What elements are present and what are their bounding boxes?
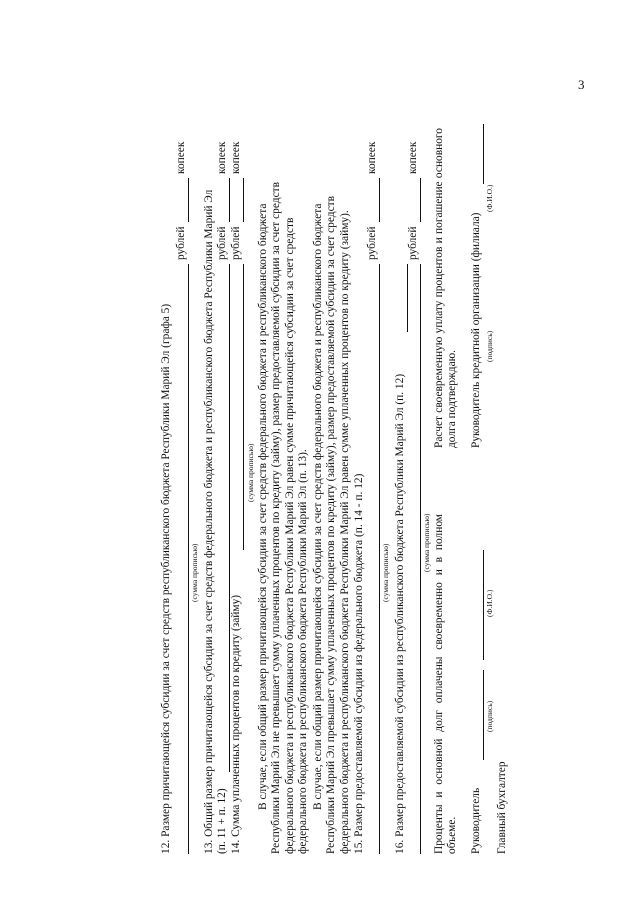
item-16-kopecks: копеек bbox=[407, 141, 419, 174]
rule-paragraph-1 bbox=[257, 134, 311, 854]
item-13-rubles: рублей bbox=[216, 226, 228, 260]
rotated-form-sheet bbox=[150, 112, 494, 872]
item-12-rubles: рублей bbox=[175, 226, 187, 260]
para2-line: В случае, если общий размер причитающейся субсидии за счет средств федерального бюджета и республиканского бюджета bbox=[312, 203, 324, 810]
item-15-line bbox=[379, 264, 380, 854]
item-15-label: 15. Размер предоставляемой субсидии из федерального бюджета (п. 14 - п. 12) bbox=[353, 473, 365, 854]
para2-line: Республики Марий Эл превышает сумму уплаченных процентов по кредиту (займу), размер предоставляемой субсидии за счет средств bbox=[325, 196, 338, 854]
item-14-label: 14. Сумма уплаченных процентов по кредиту (займу) bbox=[230, 594, 242, 854]
item-13-kopecks-line bbox=[229, 178, 230, 222]
para1-line: федерального бюджета и республиканского бюджета Республики Марий Эл равен сумме причитающейся субсидии за счет средств bbox=[283, 217, 296, 854]
item-15-kopecks-line bbox=[379, 178, 380, 222]
left-statement: Проценты и основной долг оплачены своевременно и в полном объеме. bbox=[433, 514, 459, 854]
para1-line: В случае, если общий размер причитающейся субсидии за счет средств федерального бюджета и республиканского бюджета bbox=[257, 203, 269, 810]
right-head-line bbox=[483, 124, 484, 184]
item-16-line-a bbox=[407, 264, 408, 332]
item-12-kopecks-line bbox=[188, 178, 189, 222]
right-statement: Расчет своевременную уплату процентов и погашение основного долга подтверждаю. bbox=[433, 128, 459, 448]
item-13-kopecks: копеек bbox=[216, 141, 228, 174]
para1-line: Республики Марий Эл не превышает сумму уплаченных процентов по кредиту (займу), размер предоставляемой субсидии за счет средств bbox=[270, 182, 283, 854]
item-15-kopecks: копеек bbox=[366, 141, 378, 174]
item-16-rubles: рублей bbox=[407, 226, 419, 260]
item-16-line-b bbox=[420, 264, 421, 854]
right-head-label: Руководитель кредитной организации (филиала) bbox=[470, 212, 482, 448]
item-13-formula: (п. 11 + п. 12) bbox=[216, 788, 228, 854]
left-head-fio-caption: (Ф.И.О.) bbox=[485, 589, 494, 617]
item-14-line bbox=[243, 264, 244, 550]
item-14-kopecks: копеек bbox=[230, 141, 242, 174]
item-14-rubles: рублей bbox=[230, 226, 242, 260]
item-12-kopecks: копеек bbox=[175, 141, 187, 174]
right-head-fio-caption: (Ф.И.О.) bbox=[485, 184, 494, 212]
item-15-rubles: рублей bbox=[366, 226, 378, 260]
item-12-caption: (сумма прописью) bbox=[190, 543, 199, 602]
item-14-kopecks-line bbox=[243, 178, 244, 222]
left-head-fio-line bbox=[483, 550, 484, 660]
page-number: 3 bbox=[578, 77, 585, 92]
para1-line: федерального бюджета и республиканского бюджета Республики Марий Эл (п. 13). bbox=[297, 449, 310, 854]
item-12-label: 12. Размер причитающейся субсидии за счет средств республиканского бюджета Республики Марий Эл (графа 5) bbox=[160, 303, 172, 854]
item-16-label: 16. Размер предоставляемой субсидии из республиканского бюджета Республики Марий Эл (п. 12) bbox=[394, 373, 406, 854]
left-head-signature-caption: (подпись) bbox=[485, 700, 494, 732]
right-head-signature-caption: (подпись) bbox=[485, 330, 494, 362]
item-13-label: 13. Общий размер причитающейся субсидии за счет средств федерального бюджета и республиканского бюджета Республики Марий Эл bbox=[203, 189, 215, 854]
left-head-signature-line bbox=[483, 670, 484, 760]
item-16-caption: (сумма прописью) bbox=[422, 513, 431, 572]
rule-paragraph-2 bbox=[312, 134, 352, 854]
item-12-words-line bbox=[188, 264, 189, 854]
item-16-kopecks-line bbox=[420, 178, 421, 222]
left-head-label: Руководитель bbox=[470, 787, 482, 854]
para2-line: федерального бюджета и республиканского бюджета Республики Марий Эл равен сумме уплаченных процентов по кредиту (займу). bbox=[338, 210, 351, 854]
item-15-caption: (сумма прописью) bbox=[381, 543, 390, 602]
item-14-caption: (сумма прописью) bbox=[246, 443, 255, 502]
left-accountant-label: Главный бухгалтер bbox=[496, 761, 508, 854]
